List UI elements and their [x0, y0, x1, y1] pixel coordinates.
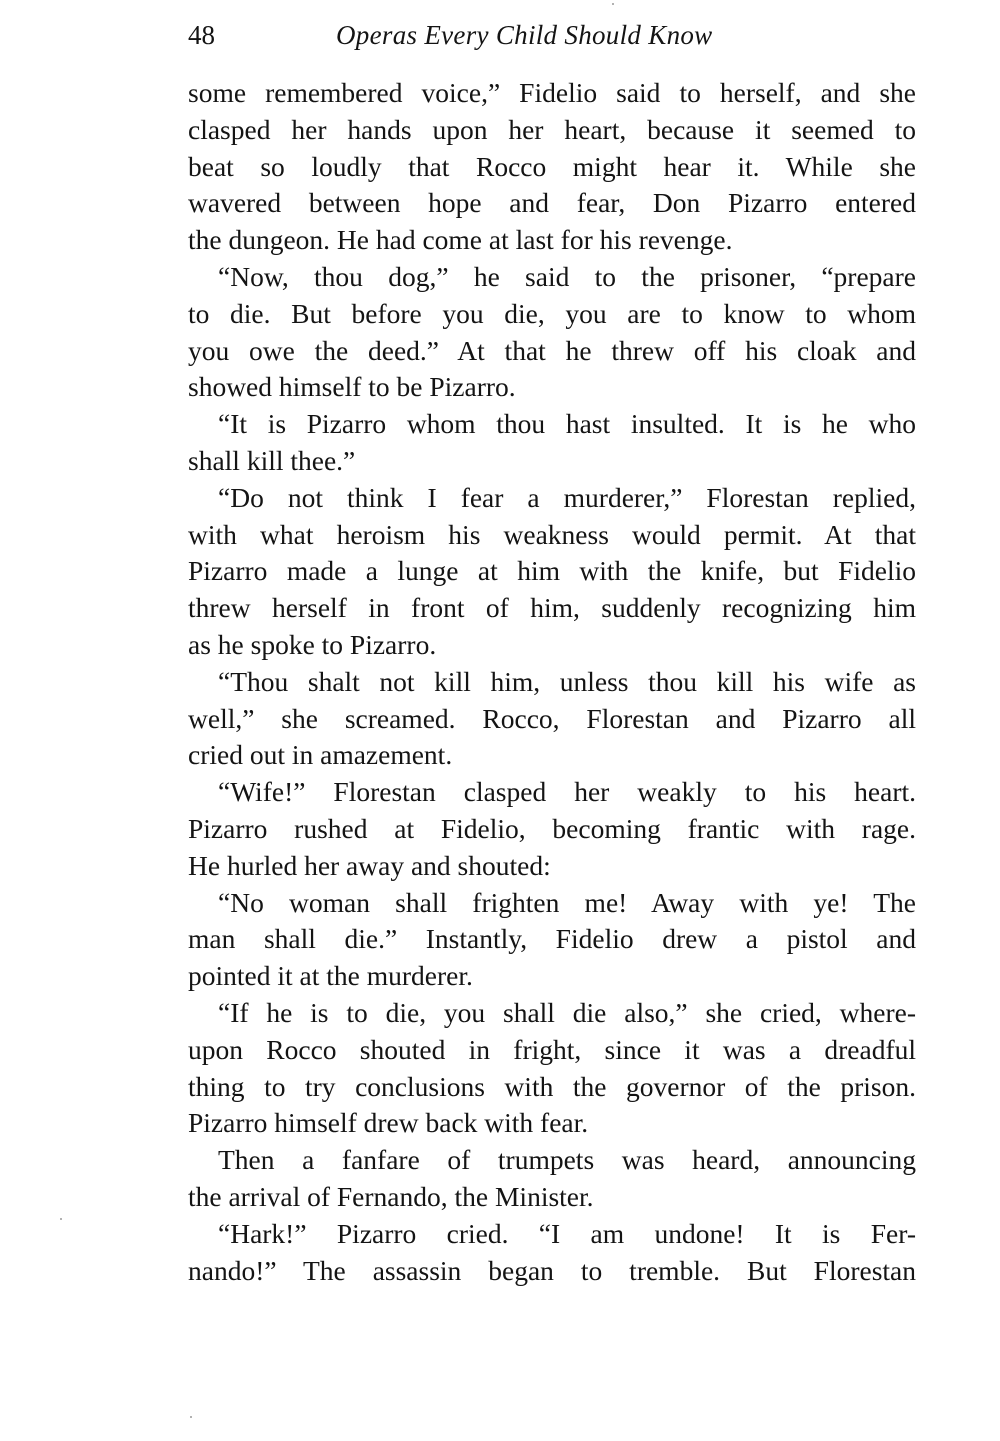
- text-line: to die. But before you die, you are to know to whom: [188, 297, 916, 329]
- text-line: Pizarro rushed at Fidelio, becoming frantic with rage.: [188, 812, 916, 844]
- text-line: threw herself in front of him, suddenly recognizing him: [188, 592, 916, 624]
- page-number: 48: [188, 20, 215, 50]
- text-line: well,” she screamed. Rocco, Florestan and Pizarro all: [188, 702, 916, 734]
- text-line: you owe the deed.” At that he threw off his cloak and: [188, 334, 916, 366]
- paragraph: [188, 75, 916, 259]
- text-line: Pizarro himself drew back with fear.: [188, 1107, 589, 1139]
- text-line: “Wife!” Florestan clasped her weakly to his heart.: [218, 776, 916, 808]
- text-line: nando!” The assassin began to tremble. But Florestan: [188, 1254, 916, 1286]
- text-line: clasped her hands upon her heart, because it seemed to: [188, 113, 916, 145]
- scan-speck: [190, 1416, 192, 1418]
- text-line: cried out in amazement.: [188, 739, 453, 771]
- body-text: [188, 75, 916, 1289]
- text-line: upon Rocco shouted in fright, since it was a dreadful: [188, 1033, 916, 1065]
- text-line: Then a fanfare of trumpets was heard, announcing: [218, 1144, 916, 1176]
- text-line: “Thou shalt not kill him, unless thou kill his wife as: [218, 665, 916, 697]
- text-line: the arrival of Fernando, the Minister.: [188, 1180, 594, 1212]
- text-line: shall kill thee.”: [188, 444, 356, 476]
- paragraph: [188, 406, 916, 480]
- text-line: with what heroism his weakness would permit. At that: [188, 518, 916, 550]
- text-line: wavered between hope and fear, Don Pizarro entered: [188, 187, 916, 219]
- text-line: “Do not think I fear a murderer,” Florestan replied,: [218, 481, 916, 513]
- text-line: Pizarro made a lunge at him with the knife, but Fidelio: [188, 555, 916, 587]
- running-title: Operas Every Child Should Know: [336, 20, 713, 50]
- paragraph: [188, 995, 916, 1142]
- scan-speck: [612, 3, 614, 5]
- text-line: some remembered voice,” Fidelio said to herself, and she: [188, 77, 916, 108]
- paragraph: [188, 1142, 916, 1216]
- text-line: thing to try conclusions with the governor of the prison.: [188, 1070, 916, 1102]
- paragraph: [188, 774, 916, 884]
- text-line: “If he is to die, you shall die also,” she cried, where-: [218, 996, 916, 1028]
- text-line: beat so loudly that Rocco might hear it. While she: [188, 150, 916, 182]
- text-line: “Hark!” Pizarro cried. “I am undone! It is Fer-: [218, 1217, 916, 1249]
- text-line: as he spoke to Pizarro.: [188, 628, 437, 660]
- paragraph: [188, 664, 916, 774]
- text-line: showed himself to be Pizarro.: [188, 371, 516, 403]
- text-line: man shall die.” Instantly, Fidelio drew a pistol and: [188, 923, 916, 955]
- text-line: “It is Pizarro whom thou hast insulted. It is he who: [218, 408, 916, 440]
- text-line: pointed it at the murderer.: [188, 960, 473, 992]
- text-line: “No woman shall frighten me! Away with ye! The: [218, 886, 916, 918]
- text-line: the dungeon. He had come at last for his revenge.: [188, 224, 733, 256]
- running-head: [188, 15, 916, 55]
- paragraph: [188, 885, 916, 995]
- paragraph: [188, 480, 916, 664]
- text-line: He hurled her away and shouted:: [188, 849, 551, 881]
- paragraph: [188, 1216, 916, 1290]
- text-line: “Now, thou dog,” he said to the prisoner, “prepare: [218, 260, 916, 292]
- scan-speck: [60, 1218, 62, 1220]
- paragraph: [188, 259, 916, 406]
